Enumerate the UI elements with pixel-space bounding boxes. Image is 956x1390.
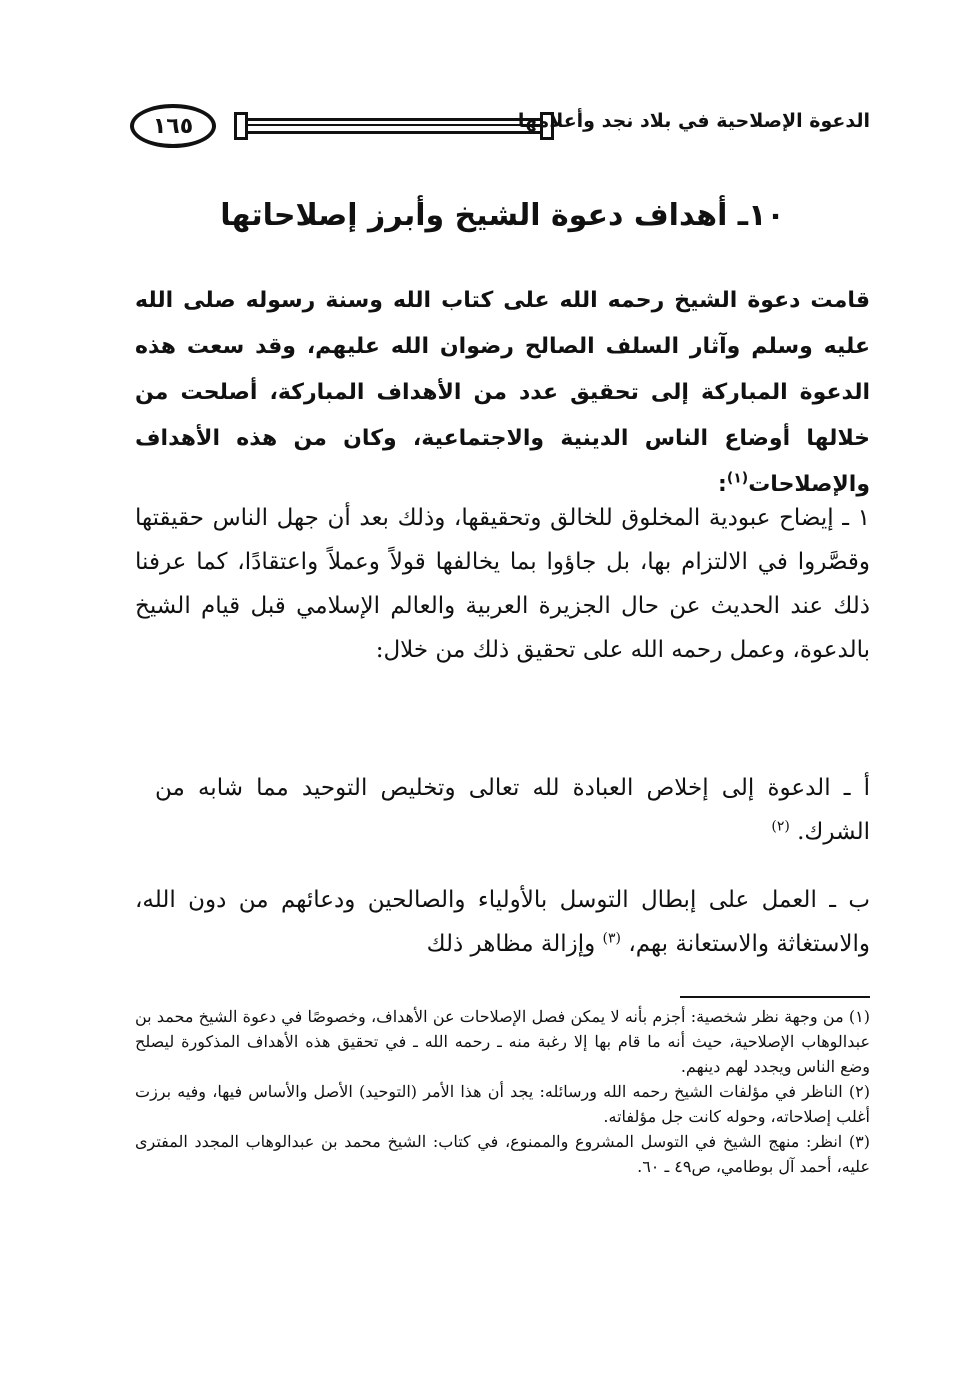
footnote-2	[135, 1079, 870, 1129]
running-header	[130, 98, 870, 158]
intro-text: قامت دعوة الشيخ رحمه الله على كتاب الله وسنة رسوله صلى الله عليه وسلم وآثار السلف الصالح رضوان الله عليهم، وقد سعت هذه الدعوة المباركة إلى تحقيق عدد من الأهداف المباركة، أصلحت من خلالها أوضاع الناس الدينية والاجتماعية، وكان من هذه الأهداف والإصلاحات	[135, 288, 870, 497]
footnote-2-text: الناظر في مؤلفات الشيخ رحمه الله ورسائله: يجد أن هذا الأمر (التوحيد) الأصل والأساس فيها، وفيه برزت أغلب إصلاحاته، وحوله كانت جل مؤلفاته.	[135, 1082, 870, 1126]
footnote-separator	[680, 996, 870, 998]
intro-paragraph	[135, 278, 870, 508]
point-b	[135, 878, 870, 966]
footnote-1-text: من وجهة نظر شخصية: أجزم بأنه لا يمكن فصل الإصلاحات عن الأهداف، وخصوصًا في دعوة الشيخ محمد بن عبدالوهاب الإصلاحية، حيث أنه ما قام بها إلا رغبة منه ـ رحمه الله ـ في تحقيق هذه الأهداف المذكورة ليصلح وضع الناس ويجدد لهم دينهم.	[135, 1007, 870, 1076]
footnote-ref-1: (١)	[726, 470, 749, 487]
point-b-text-after: وإزالة مظاهر ذلك	[426, 931, 596, 957]
footnote-1	[135, 1004, 870, 1079]
page-number: ١٦٥	[130, 104, 216, 148]
footnote-ref-3: (٣)	[602, 930, 621, 947]
point-a	[155, 766, 870, 854]
point-a-text: أ ـ الدعوة إلى إخلاص العبادة لله تعالى وتخليص التوحيد مما شابه من الشرك.	[155, 775, 870, 845]
running-title: الدعوة الإصلاحية في بلاد نجد وأعلامها	[517, 110, 870, 132]
point-1: ١ ـ إيضاح عبودية المخلوق للخالق وتحقيقها، وذلك بعد أن جهل الناس حقيقتها وقصَّروا في الالتزام بها، بل جاؤوا بما يخالفها قولاً وعملاً واعتقادًا، كما عرفنا ذلك عند الحديث عن حال الجزيرة العربية والعالم الإسلامي قبل قيام الشيخ بالدعوة، وعمل رحمه الله على تحقيق ذلك من خلال:	[135, 505, 870, 663]
footnote-3-text: انظر: منهج الشيخ في التوسل المشروع والممنوع، في كتاب: الشيخ محمد بن عبدالوهاب المجدد المفترى عليه، أحمد آل بوطامي، ص٤٩ ـ ٦٠.	[135, 1132, 870, 1176]
footnote-3	[135, 1129, 870, 1179]
intro-tail: :	[718, 472, 727, 497]
footnote-3-number: (٣)	[848, 1132, 871, 1151]
header-rule-bracket-left	[234, 112, 248, 140]
header-rule	[248, 118, 540, 134]
footnotes	[135, 1004, 870, 1179]
footnote-ref-2: (٢)	[771, 818, 790, 835]
footnote-1-number: (١)	[848, 1007, 870, 1026]
footnote-2-number: (٢)	[848, 1082, 871, 1101]
section-title: ١٠ـ أهداف دعوة الشيخ وأبرز إصلاحاتها	[220, 198, 785, 233]
point-b-text-before: ب ـ العمل على إبطال التوسل بالأولياء والصالحين ودعائهم من دون الله، والاستغاثة والاستعانة بهم،	[135, 887, 870, 957]
